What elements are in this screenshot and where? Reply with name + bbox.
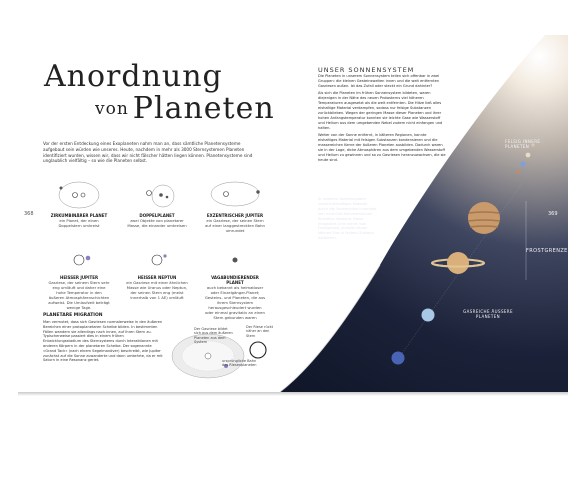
eccentric-jupiter-illustration xyxy=(208,175,263,213)
page-title-line1: Anordnung xyxy=(44,59,223,94)
diagram-caption: ein Planet, der einen Doppelstern umkreist xyxy=(58,218,100,228)
diagram-label: VAGABUNDIERENDER PLANET xyxy=(211,275,259,285)
paragraph: Weiter von der Sonne entfernt, in kälteren Regionen, konnte eishaltiges Material mit felsigen Substanzen kondensieren und die massereichen Kerne der äußeren Planeten ausbilden. Dadurch waren sie in der Lage, dicke Atmosphären aus dem umgebenden Wasserstoff und Helium zu gewinnen und so zu Gasriesen heranzuwachsen, die sie heute sind. xyxy=(318,132,446,162)
migration-text: Man vermutet, dass sich Gasriesen normalerweise in den äußeren Bereichen einer protoplanetaren Scheibe bilden. In bestimmten Fällen wandern sie allerdings nach innen, auf ihren Stern zu. Typischerweise passiert dies in einem frühen Entwicklungsstadium des Sternsystems durch Interaktionen mit anderen Körpern in der planetaren Scheibe. Der sogenannte »Grand Tack« (nach einem Segelmanöver) beschreibt, wie Jupiter zunächst auf die Sonne zuwanderte und dann umkehrte, da er mit Saturn in eine Resonanz geriet. xyxy=(43,320,163,363)
diagram-hot-jupiter xyxy=(48,245,110,310)
rogue-planet-illustration xyxy=(210,245,260,275)
diagram-circumbinary xyxy=(48,175,110,228)
diagram-caption: auch bekannt als heimatloser oder Einzelgänger-Planet; Gesteins- und Planeten, die aus ihrem Sternsystem herausgeschleudert wurden oder einmal gravitativ an einen Stern gebunden waren xyxy=(204,285,266,320)
page-number-right: 369 xyxy=(548,211,558,217)
diagram-label: ZIRKUMBINÄRER PLANET xyxy=(50,213,108,218)
annotation-orbit: ursprüngliche Bahn des Riesenplaneten xyxy=(222,359,257,368)
diagram-caption: zwei Objekte von planetarer Masse, die einander umkreisen xyxy=(127,218,187,228)
hot-jupiter-illustration xyxy=(54,245,104,275)
saturn-planet xyxy=(447,252,469,274)
diagram-caption: ein Gasriese mit einer ähnlichen Masse wie Uranus oder Neptun, der seinen Stern eng (meist innerhalb von 1 AE) umläuft xyxy=(126,280,188,300)
circumbinary-illustration xyxy=(54,175,104,213)
left-page xyxy=(18,35,280,392)
paragraph: Die Planeten in unserem Sonnensystem teilen sich offenbar in zwei Gruppen: die kleinen Gesteinswelten innen und die weit entfernten Gasriesen außen. Ist das Zufall oder steckt ein Grund dahinter? xyxy=(318,74,440,88)
diagram-double-planet xyxy=(126,175,188,228)
intro-text: Vor der ersten Entdeckung eines Exoplaneten nahm man an, dass sämtliche Planetensysteme aufgebaut sein würden wie unseres. Heute, nachdem in mehr als 3000 Sternsystemen Planeten identifiziert wurden, wissen wir, dass wir nicht fälscher hätten liegen können. Planetensysteme sind unglaublich vielfältig – so wie die Planeten selbst. xyxy=(43,141,253,164)
neptune-planet xyxy=(392,352,405,365)
title-von: von xyxy=(95,99,129,119)
diagram-label: EXZENTRISCHER JUPITER xyxy=(206,213,264,218)
title-planeten: Planeten xyxy=(132,91,275,126)
migration-title: PLANETARE MIGRATION xyxy=(43,313,103,318)
diagram-caption: Gasriese, der seinem Stern sehr eng umläuft und daher eine hohe Temperatur in den äußeren Atmosphärenschichten aufweist. Die Umlaufzeit beträgt wenige Tage. xyxy=(48,280,110,310)
mars-planet xyxy=(516,170,520,174)
page-title-line2 xyxy=(95,91,275,126)
section-heading: UNSER SONNENSYSTEM xyxy=(318,66,415,74)
page-number-left: 368 xyxy=(24,211,34,217)
diagram-label: HEISSER NEPTUN xyxy=(137,275,177,280)
label-frost-line: FROSTGRENZE xyxy=(526,248,568,254)
uranus-planet xyxy=(422,309,435,322)
frost-line-text: In unserem Sonnensystem scheint eishaltiges Material durch die Sonnenhitze innerhalb von rund fünf Astronomischen Einheiten Abstand. Diese imaginäre Linie nennt man Frostgrenze, jenseits davon können Eise in festem Zustand existieren. xyxy=(318,197,377,241)
hot-neptune-illustration xyxy=(132,245,182,275)
book-shadow xyxy=(18,392,568,396)
right-page xyxy=(280,35,568,392)
annotation-disk: Der Gasriese bildet sich aus dem äußeren Planeten aus dem System xyxy=(194,327,233,345)
diagram-label: DOPPELPLANET xyxy=(139,213,175,218)
diagram-label: HEISSER JUPITER xyxy=(59,275,99,280)
book-spread xyxy=(18,35,568,395)
diagram-caption: ein Gasriese, der seinen Stern auf einer langgestreckten Bahn umrundet xyxy=(205,218,265,233)
paragraph: Als sich die Planeten im frühen Sonnensystem bildeten, waren diejenigen in der Nähe des neuen Protosterns viel höheren Temperaturen ausgesetzt als die weit entfernten. Die Hitze ließ alles eishaltige Material verdampfen, sodass nur felsige Substanzen zurückblieben. Wegen der geringen Masse dieser Planeten und ihrer hohen Anfangstemperatur konnten sie leichte Gase wie Wasserstoff und Helium aus dem umgebenden Nebel zudem nicht einfangen und halten. xyxy=(318,91,443,130)
jupiter-planet xyxy=(468,202,500,234)
label-outer-planets: GASREICHE ÄUSSERE PLANETEN xyxy=(463,309,513,319)
venus-planet xyxy=(526,153,531,158)
earth-planet xyxy=(520,161,525,166)
solar-system-illustration xyxy=(280,35,568,392)
diagram-eccentric-jupiter xyxy=(204,175,266,233)
double-planet-illustration xyxy=(132,175,182,213)
label-inner-planets: FELSIG INNERE PLANETEN xyxy=(505,139,541,149)
annotation-star: Der Riese rückt näher an den Stern xyxy=(246,325,274,338)
diagram-hot-neptune xyxy=(126,245,188,300)
diagram-rogue-planet xyxy=(204,245,266,320)
